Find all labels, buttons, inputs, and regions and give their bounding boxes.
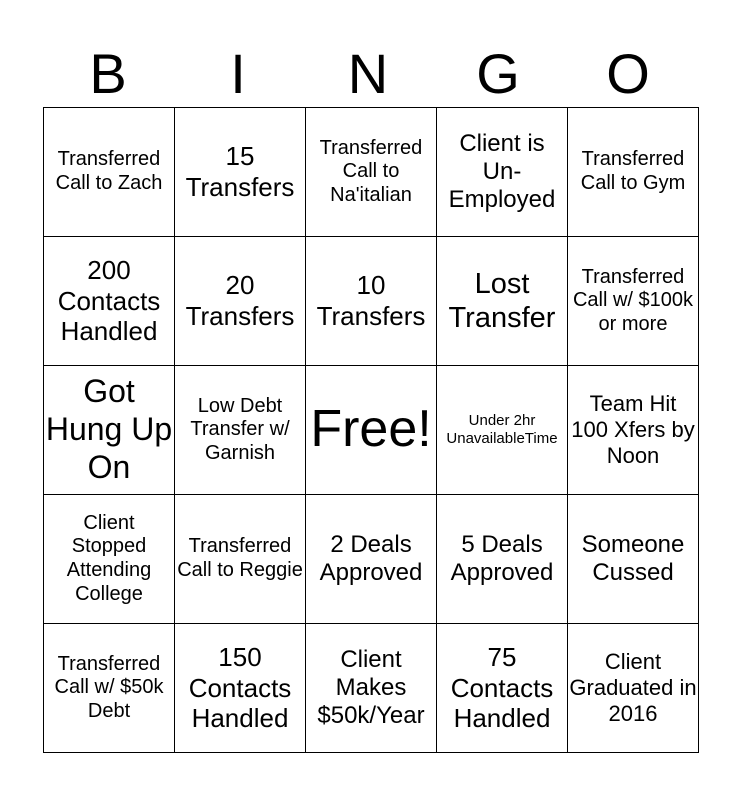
- bingo-cell[interactable]: Transferred Call to Gym: [568, 108, 699, 237]
- bingo-cell[interactable]: 200 Contacts Handled: [44, 237, 175, 366]
- bingo-cell[interactable]: Transferred Call to Reggie: [175, 495, 306, 624]
- header-letter-b: B: [89, 42, 127, 105]
- bingo-cell[interactable]: Lost Transfer: [437, 237, 568, 366]
- header-letter-n: N: [347, 42, 389, 105]
- bingo-header: [43, 40, 693, 108]
- free-space-cell[interactable]: Free!: [306, 366, 437, 495]
- bingo-cell[interactable]: Someone Cussed: [568, 495, 699, 624]
- bingo-cell[interactable]: 5 Deals Approved: [437, 495, 568, 624]
- bingo-cell[interactable]: 2 Deals Approved: [306, 495, 437, 624]
- bingo-cell[interactable]: Client Graduated in 2016: [568, 624, 699, 753]
- bingo-cell[interactable]: Client is Un-Employed: [437, 108, 568, 237]
- header-letter-i: I: [230, 42, 246, 105]
- bingo-cell[interactable]: 150 Contacts Handled: [175, 624, 306, 753]
- header-letter-o: O: [606, 42, 650, 105]
- bingo-cell[interactable]: Team Hit 100 Xfers by Noon: [568, 366, 699, 495]
- bingo-cell[interactable]: Got Hung Up On: [44, 366, 175, 495]
- bingo-cell[interactable]: Transferred Call to Zach: [44, 108, 175, 237]
- bingo-board: [43, 107, 699, 753]
- board-row: [44, 366, 699, 495]
- bingo-cell[interactable]: Transferred Call w/ $100k or more: [568, 237, 699, 366]
- bingo-cell[interactable]: Transferred Call w/ $50k Debt: [44, 624, 175, 753]
- bingo-cell[interactable]: Transferred Call to Na'italian: [306, 108, 437, 237]
- bingo-cell[interactable]: Low Debt Transfer w/ Garnish: [175, 366, 306, 495]
- board-row: [44, 237, 699, 366]
- board-row: [44, 495, 699, 624]
- board-row: [44, 108, 699, 237]
- bingo-cell[interactable]: 75 Contacts Handled: [437, 624, 568, 753]
- bingo-cell[interactable]: 15 Transfers: [175, 108, 306, 237]
- bingo-cell[interactable]: 10 Transfers: [306, 237, 437, 366]
- header-letter-g: G: [476, 42, 520, 105]
- bingo-cell[interactable]: Under 2hr UnavailableTime: [437, 366, 568, 495]
- board-row: [44, 624, 699, 753]
- bingo-cell[interactable]: Client Stopped Attending College: [44, 495, 175, 624]
- bingo-cell[interactable]: Client Makes $50k/Year: [306, 624, 437, 753]
- bingo-cell[interactable]: 20 Transfers: [175, 237, 306, 366]
